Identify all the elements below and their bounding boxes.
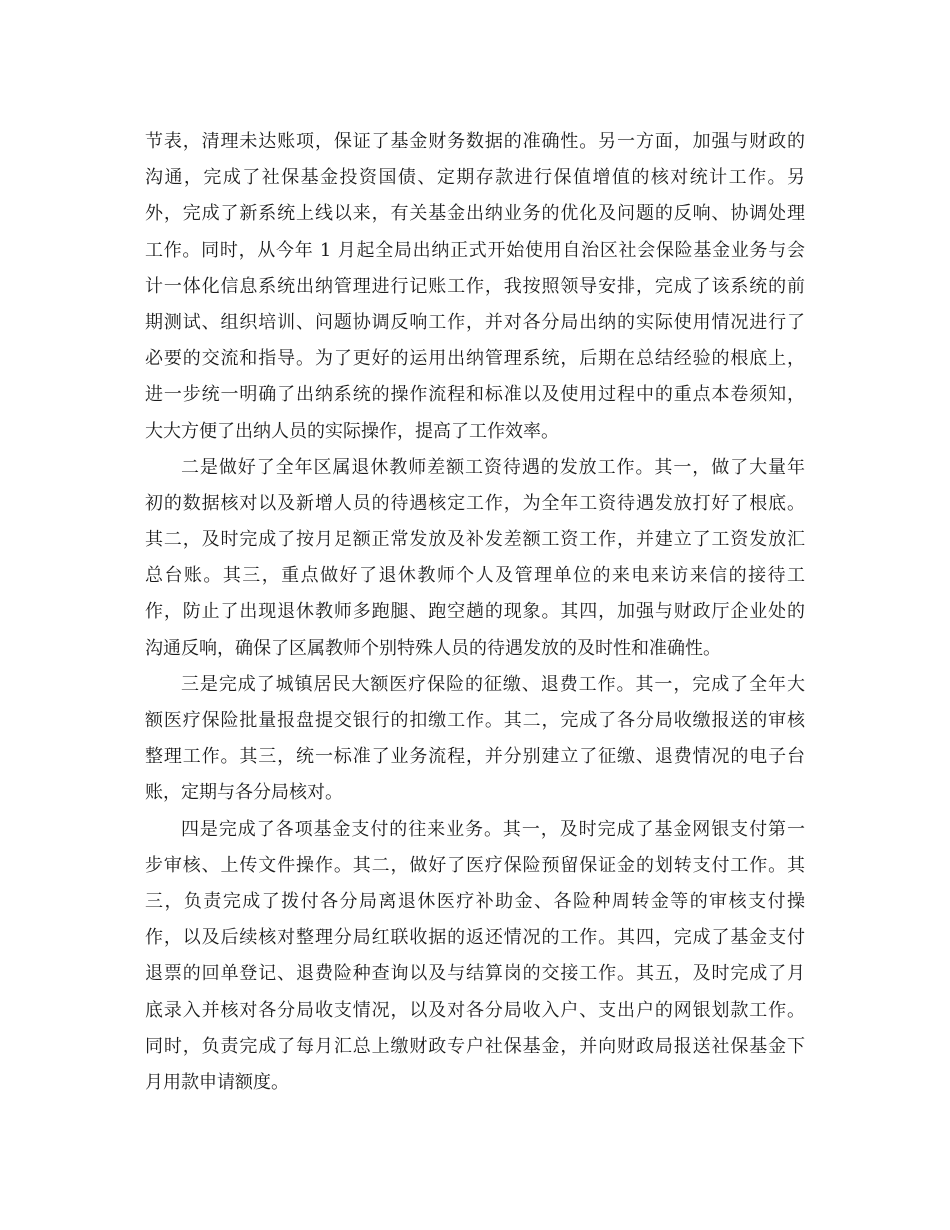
text-line: 三，负责完成了拨付各分局离退休医疗补助金、各险种周转金等的审核支付操	[145, 890, 805, 912]
text-line: 二是做好了全年区属退休教师差额工资待遇的发放工作。其一，做了大量年	[181, 456, 805, 478]
paragraph	[145, 667, 805, 812]
text-line: 初的数据核对以及新增人员的待遇核定工作，为全年工资待遇发放打好了根底。	[145, 492, 805, 514]
text-line: 账，定期与各分局核对。	[145, 782, 343, 804]
paragraph	[145, 812, 805, 1102]
text-line: 步审核、上传文件操作。其二，做好了医疗保险预留保证金的划转支付工作。其	[145, 854, 805, 876]
text-line: 进一步统一明确了出纳系统的操作流程和标准以及使用过程中的重点本卷须知，	[145, 384, 805, 406]
document-body	[145, 124, 805, 1101]
text-line: 计一体化信息系统出纳管理进行记账工作，我按照领导安排，完成了该系统的前	[145, 275, 805, 297]
text-line: 期测试、组织培训、问题协调反响工作，并对各分局出纳的实际使用情况进行了	[145, 311, 805, 333]
text-line: 月用款申请额度。	[145, 1071, 289, 1093]
text-line: 总台账。其三，重点做好了退休教师个人及管理单位的来电来访来信的接待工	[145, 565, 805, 587]
text-line: 工作。同时，从今年 1 月起全局出纳正式开始使用自治区社会保险基金业务与会	[145, 239, 805, 261]
text-line: 三是完成了城镇居民大额医疗保险的征缴、退费工作。其一，完成了全年大	[181, 673, 805, 695]
text-line: 必要的交流和指导。为了更好的运用出纳管理系统，后期在总结经验的根底上，	[145, 348, 805, 370]
paragraph	[145, 450, 805, 667]
text-line: 作，防止了出现退休教师多跑腿、跑空趟的现象。其四，加强与财政厅企业处的	[145, 601, 805, 623]
text-line: 作，以及后续核对整理分局红联收据的返还情况的工作。其四，完成了基金支付	[145, 927, 805, 949]
text-line: 大大方便了出纳人员的实际操作，提高了工作效率。	[145, 420, 559, 442]
text-line: 外，完成了新系统上线以来，有关基金出纳业务的优化及问题的反响、协调处理	[145, 203, 805, 225]
text-line: 沟通，完成了社保基金投资国债、定期存款进行保值增值的核对统计工作。另	[145, 167, 805, 189]
text-line: 同时，负责完成了每月汇总上缴财政专户社保基金，并向财政局报送社保基金下	[145, 1035, 805, 1057]
text-line: 整理工作。其三，统一标准了业务流程，并分别建立了征缴、退费情况的电子台	[145, 746, 805, 768]
text-line: 其二，及时完成了按月足额正常发放及补发差额工资工作，并建立了工资发放汇	[145, 529, 805, 551]
text-line: 退票的回单登记、退费险种查询以及与结算岗的交接工作。其五，及时完成了月	[145, 963, 805, 985]
text-line: 四是完成了各项基金支付的往来业务。其一，及时完成了基金网银支付第一	[181, 818, 805, 840]
paragraph	[145, 124, 805, 450]
text-line: 节表，清理未达账项，保证了基金财务数据的准确性。另一方面，加强与财政的	[145, 131, 805, 152]
text-line: 底录入并核对各分局收支情况，以及对各分局收入户、支出户的网银划款工作。	[145, 999, 805, 1021]
text-line: 额医疗保险批量报盘提交银行的扣缴工作。其二，完成了各分局收缴报送的审核	[145, 710, 805, 731]
text-line: 沟通反响，确保了区属教师个别特殊人员的待遇发放的及时性和准确性。	[145, 637, 721, 659]
